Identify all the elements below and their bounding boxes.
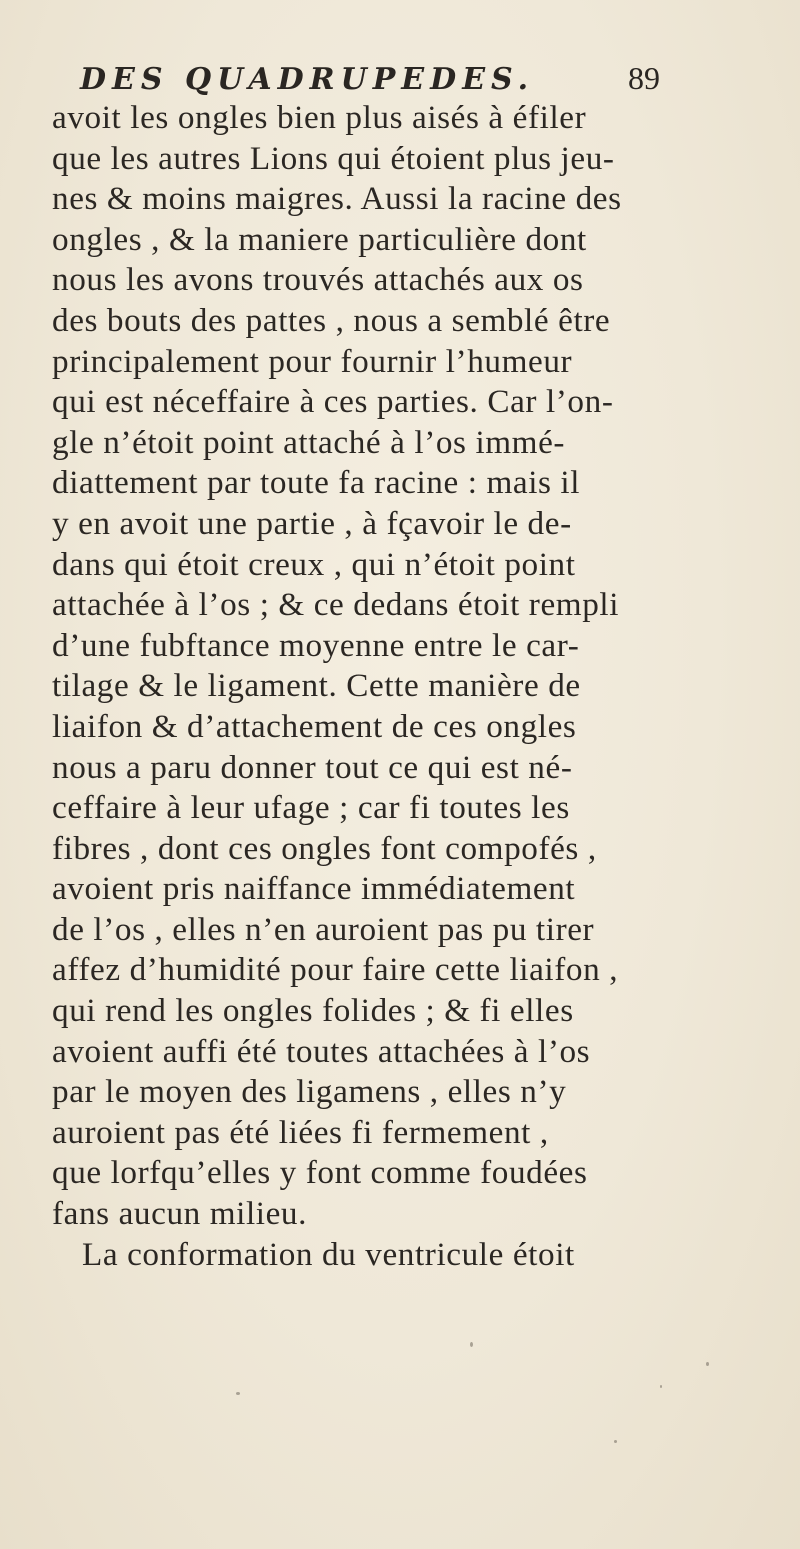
text-line: qui est néceffaire à ces parties. Car l’on- [52, 383, 614, 421]
text-line: fibres , dont ces ongles font compofés , [52, 829, 597, 867]
text-line: que lorfqu’elles y font comme foudées [52, 1154, 588, 1192]
paper-speck [614, 1440, 617, 1443]
text-line: nous a paru donner tout ce qui est né- [52, 748, 573, 786]
text-line: que les autres Lions qui étoient plus jeu- [52, 139, 615, 177]
text-line: nes & moins maigres. Aussi la racine des [52, 180, 622, 218]
paper-speck [470, 1342, 473, 1347]
text-line: gle n’étoit point attaché à l’os immé- [52, 423, 566, 461]
text-line: auroient pas été liées fi fermement , [52, 1113, 549, 1151]
text-line: des bouts des pattes , nous a semblé être [52, 301, 611, 339]
text-line: avoient auffi été toutes attachées à l’os [52, 1032, 591, 1070]
paper-speck [706, 1362, 709, 1366]
text-line: d’une fubftance moyenne entre le car- [52, 626, 580, 664]
text-line: dans qui étoit creux , qui n’étoit point [52, 545, 576, 583]
text-line: diattement par toute fa racine : mais il [52, 464, 581, 502]
paper-speck [236, 1392, 240, 1395]
text-line: qui rend les ongles folides ; & fi elles [52, 992, 574, 1030]
text-line: avoient pris naiffance immédiatement [52, 870, 576, 908]
text-line: liaifon & d’attachement de ces ongles [52, 707, 577, 745]
page-number: 89 [628, 60, 660, 96]
text-line: principalement pour fournir l’humeur [52, 342, 573, 380]
text-line: par le moyen des ligamens , elles n’y [52, 1073, 567, 1111]
text-line: fans aucun milieu. [52, 1195, 308, 1233]
text-line: ongles , & la maniere particulière dont [52, 220, 587, 258]
running-title: DES QUADRUPEDES. [80, 62, 535, 97]
text-line: tilage & le ligament. Cette manière de [52, 667, 581, 705]
text-line: y en avoit une partie , à fçavoir le de- [52, 504, 572, 542]
text-line: ceffaire à leur ufage ; car fi toutes les [52, 789, 570, 827]
text-line: attachée à l’os ; & ce dedans étoit rempli [52, 586, 620, 624]
body-text [52, 98, 742, 1275]
text-line: nous les avons trouvés attachés aux os [52, 261, 584, 299]
text-line: La conformation du ventricule étoit [82, 1235, 575, 1273]
text-line: affez d’humidité pour faire cette liaifon , [52, 951, 619, 989]
paper-speck [660, 1385, 662, 1388]
text-line: de l’os , elles n’en auroient pas pu tirer [52, 910, 595, 948]
text-line: avoit les ongles bien plus aisés à éfiler [52, 99, 587, 136]
